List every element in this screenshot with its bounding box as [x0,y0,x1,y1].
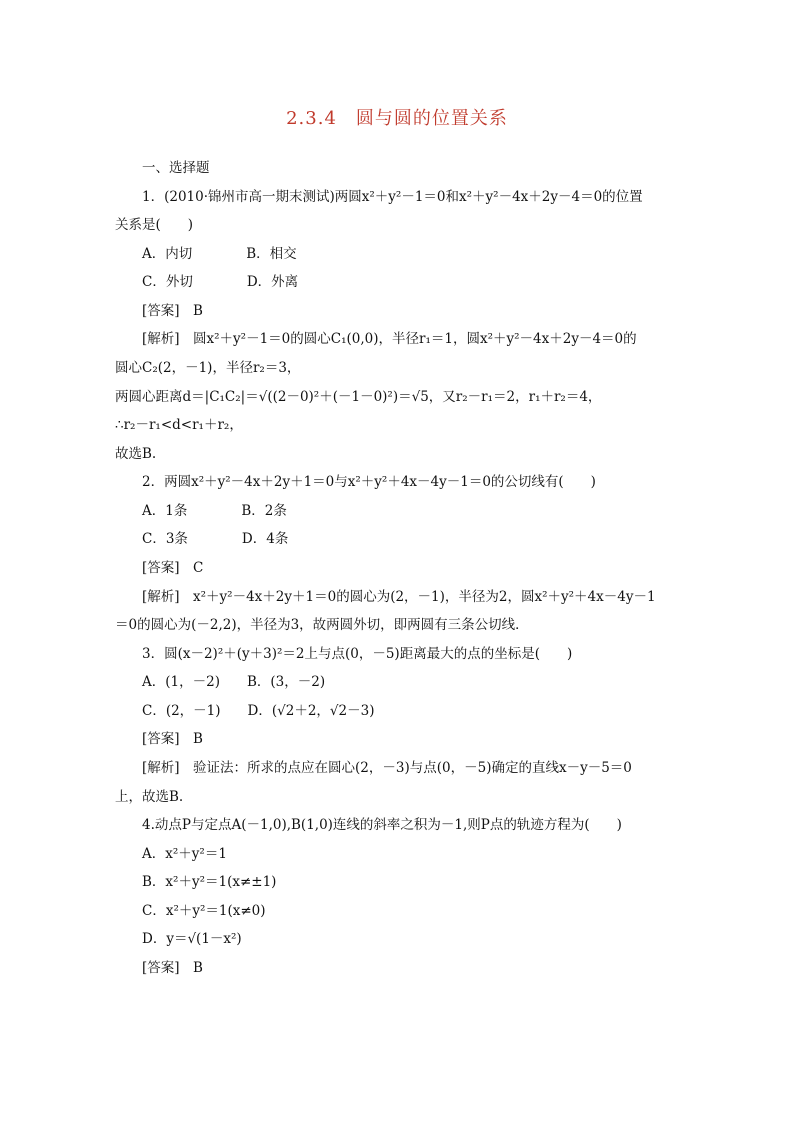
question-1-analysis-line: ∴r₂－r₁<d<r₁＋r₂， [115,417,243,433]
question-1-stem-cont: 关系是( ) [115,217,194,233]
question-3-answer: [答案] B [142,731,203,747]
question-2-analysis-line: ＝0的圆心为(－2,2)，半径为3，故两圆外切，即两圆有三条公切线． [115,617,529,633]
question-4-answer: [答案] B [142,960,203,976]
question-3-stem: 3．圆(x－2)²＋(y＋3)²＝2上与点(0，－5)距离最大的点的坐标是( ) [142,646,573,662]
question-1-analysis-line: 圆心C₂(2，－1)，半径r₂＝3， [115,360,301,376]
question-2-stem: 2．两圆x²＋y²－4x＋2y＋1＝0与x²＋y²＋4x－4y－1＝0的公切线有( ) [142,474,596,490]
question-3-analysis: [解析] 验证法：所求的点应在圆心(2，－3)与点(0，－5)确定的直线x－y－5＝0 [142,760,632,776]
question-1-analysis-line: 两圆心距离d＝|C₁C₂|＝√((2－0)²＋(－1－0)²)＝√5，又r₂－r₁＝2，r₁＋r₂＝4， [115,389,602,405]
question-1-options-cd: C．外切 D．外离 [142,274,299,290]
page-title: 2.3.4 圆与圆的位置关系 [286,108,508,129]
question-2-answer: [答案] C [142,560,204,576]
question-2-options-ab: A．1条 B．2条 [142,503,287,519]
section-heading: 一、选择题 [142,160,210,176]
question-4-stem: 4.动点P与定点A(－1,0),B(1,0)连线的斜率之积为－1,则P点的轨迹方程为( ) [142,817,622,833]
question-1-stem: 1．(2010·锦州市高一期末测试)两圆x²＋y²－1＝0和x²＋y²－4x＋2y－4＝0的位置 [142,189,643,205]
question-2-options-cd: C．3条 D．4条 [142,531,289,547]
question-4-option-d: D．y＝√(1－x²) [142,931,242,947]
question-3-options-cd: C．(2，－1) D．(√2＋2，√2－3) [142,703,375,719]
question-1-options-ab: A．内切 B．相交 [142,246,297,262]
question-3-analysis-line: 上，故选B. [115,789,184,805]
question-4-option-c: C．x²＋y²＝1(x≠0) [142,903,266,919]
question-1-analysis-line: 故选B. [115,446,157,462]
question-2-analysis: [解析] x²＋y²－4x＋2y＋1＝0的圆心为(2，－1)，半径为2，圆x²＋y²＋4x－4y－1 [142,589,656,605]
question-1-analysis: [解析] 圆x²＋y²－1＝0的圆心C₁(0,0)，半径r₁＝1，圆x²＋y²－4x＋2y－4＝0的 [142,331,637,347]
question-1-answer: [答案] B [142,303,203,319]
question-4-option-a: A．x²＋y²＝1 [142,846,227,862]
question-4-option-b: B．x²＋y²＝1(x≠±1) [142,874,277,890]
question-3-options-ab: A．(1，－2) B．(3，－2) [142,674,326,690]
